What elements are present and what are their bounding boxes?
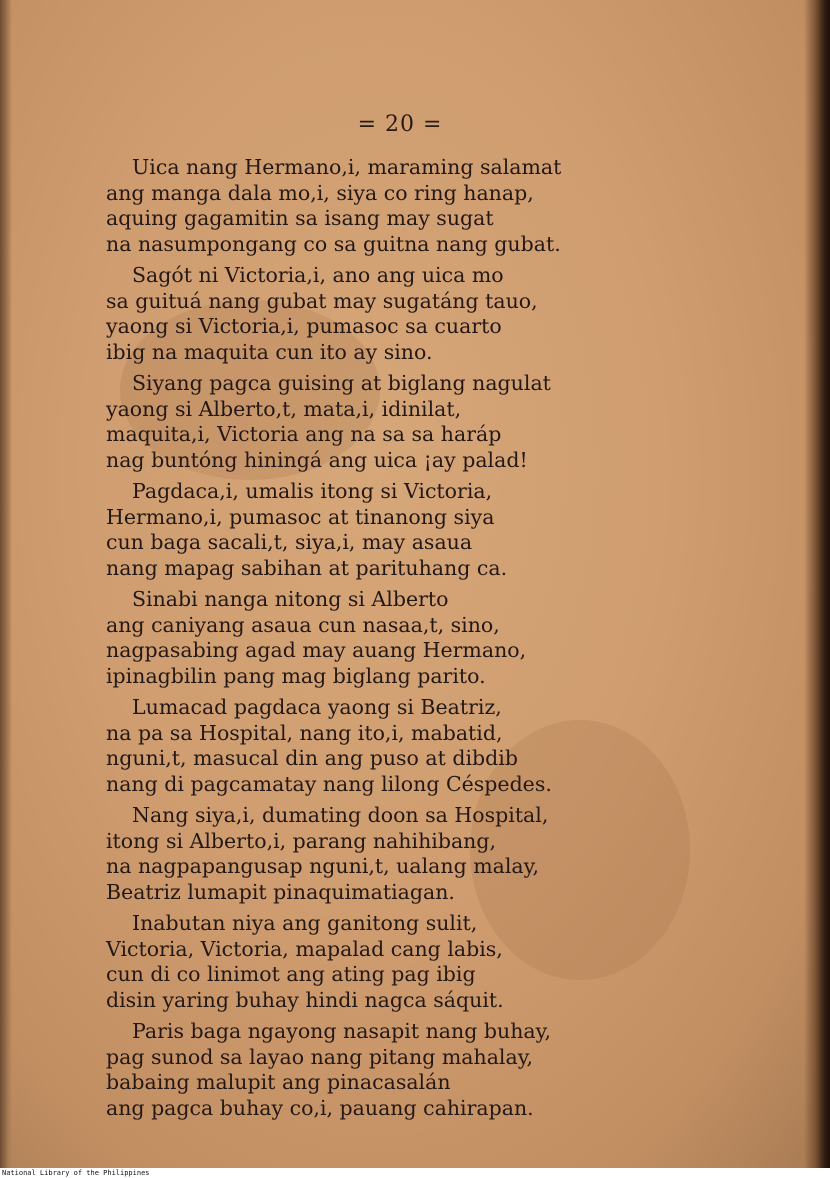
verse-line: Victoria, Victoria, mapalad cang labis, [106,936,503,961]
verse-line: nang mapag sabihan at parituhang ca. [106,555,508,580]
verse-line: yaong si Victoria,i, pumasoc sa cuarto [106,314,502,338]
verse-line: maquita,i, Victoria ang na sa sa haráp [106,422,502,446]
verse-line: Lumacad pagdaca yaong si Beatriz, [132,695,502,719]
verse-line: Inabutan niya ang ganitong sulit, [132,911,478,935]
verse-line: nag buntóng hiningá ang uica ¡ay palad! [106,447,528,472]
stanza [106,1019,626,1121]
verse-line: ibig na maquita cun ito ay sino. [106,339,433,364]
stanza [106,371,626,473]
stanza [106,479,626,581]
verse-line: Siyang pagca guising at biglang nagulat [132,371,551,395]
stanza [106,695,626,797]
verse-line: Nang siya,i, dumating doon sa Hospital, [132,803,549,827]
verse-line: ang pagca buhay co,i, pauang cahirapan. [106,1095,534,1120]
stanza [106,911,626,1013]
verse-line: na nagpapangusap nguni,t, ualang malay, [106,854,540,878]
stanza [106,587,626,689]
stanza [106,155,626,257]
verse-line: nguni,t, masucal din ang puso at dibdib [106,746,518,770]
verse-line: cun baga sacali,t, siya,i, may asaua [106,530,473,554]
page-left-edge [0,0,12,1168]
verse-line: na nasumpongang co sa guitna nang gubat. [106,231,561,256]
verse-line: Pagdaca,i, umalis itong si Victoria, [132,479,493,503]
verse-line: ang manga dala mo,i, siya co ring hanap, [106,180,534,205]
page-binding-shadow [804,0,830,1168]
verse-line: ang caniyang asaua cun nasaa,t, sino, [106,612,500,637]
verse-line: disin yaring buhay hindi nagca sáquit. [106,987,504,1012]
verse-line: Beatriz lumapit pinaquimatiagan. [106,879,455,904]
verse-line: itong si Alberto,i, parang nahihibang, [106,828,497,853]
verse-line: cun di co linimot ang ating pag ibig [106,962,476,986]
page-number: = 20 = [357,112,443,137]
poem-body [106,155,626,1127]
verse-line: Uica nang Hermano,i, maraming salamat [132,155,562,179]
verse-line: ipinagbilin pang mag biglang parito. [106,663,486,688]
verse-line: Sagót ni Victoria,i, ano ang uica mo [132,263,504,287]
stanza [106,263,626,365]
verse-line: na pa sa Hospital, nang ito,i, mabatid, [106,720,503,745]
verse-line: Paris baga ngayong nasapit nang buhay, [132,1019,551,1043]
verse-line: babaing malupit ang pinacasalán [106,1070,451,1094]
verse-line: Sinabi nanga nitong si Alberto [132,587,449,611]
verse-line: yaong si Alberto,t, mata,i, idinilat, [106,396,462,421]
verse-line: Hermano,i, pumasoc at tinanong siya [106,504,495,529]
stanza [106,803,626,905]
verse-line: aquing gagamitin sa isang may sugat [106,206,494,230]
verse-line: nagpasabing agad may auang Hermano, [106,638,527,662]
verse-line: pag sunod sa layao nang pitang mahalay, [106,1044,534,1069]
verse-line: nang di pagcamatay nang lilong Céspedes. [106,771,552,796]
library-credit: National Library of the Philippines [2,1169,150,1177]
verse-line: sa guituá nang gubat may sugatáng tauo, [106,288,538,313]
